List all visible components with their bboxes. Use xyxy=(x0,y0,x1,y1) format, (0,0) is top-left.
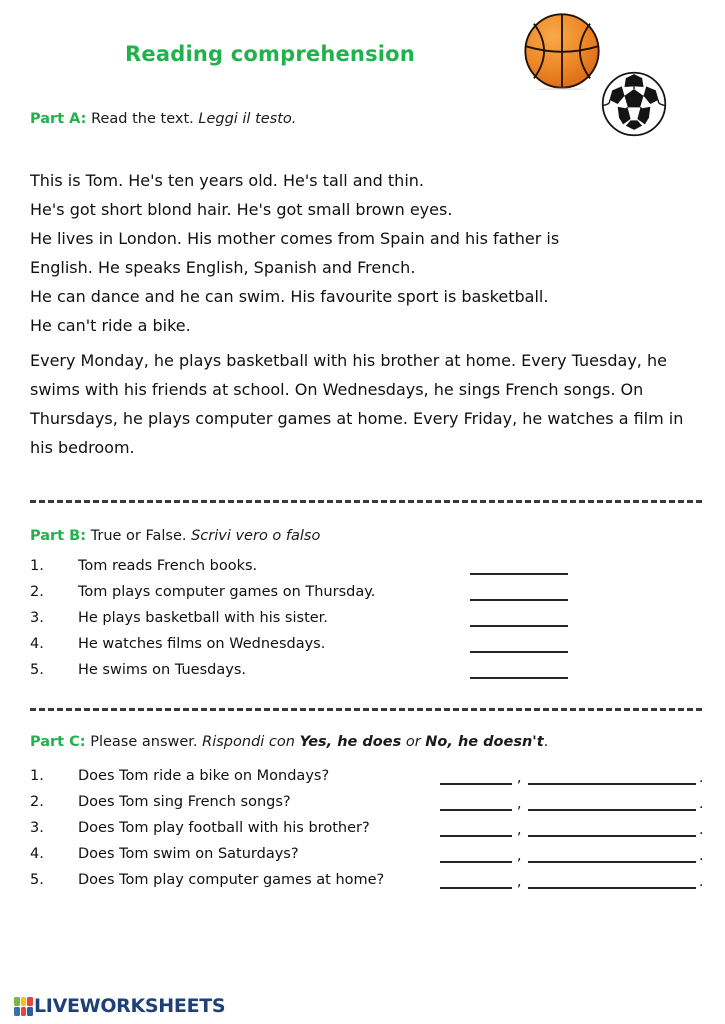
part-a-instruction-italian: Leggi il testo. xyxy=(198,111,297,127)
answer-blank-long[interactable] xyxy=(528,887,696,889)
answer-blank-short[interactable] xyxy=(440,835,512,837)
part-c-answer-no: No, he doesn't xyxy=(425,734,544,750)
header-illustrations xyxy=(515,8,715,143)
part-c-instruction-italian: Rispondi con xyxy=(202,734,295,750)
table-row xyxy=(30,794,702,820)
paragraph-line: He lives in London. His mother comes from Spain and his father is xyxy=(30,229,560,248)
table-row xyxy=(30,636,702,662)
answer-blank-long[interactable] xyxy=(528,835,696,837)
part-b-instruction: True or False. xyxy=(90,528,187,544)
part-b-question-list xyxy=(30,558,702,688)
part-c-period: . xyxy=(543,734,549,750)
item-number: 5. xyxy=(30,662,44,678)
logo-tile xyxy=(14,997,20,1006)
answer-blank-long[interactable] xyxy=(528,783,696,785)
paragraph-line: English. He speaks English, Spanish and French. xyxy=(30,258,416,277)
item-number: 4. xyxy=(30,636,44,652)
part-a-label: Part A: xyxy=(30,111,87,127)
item-text: Tom plays computer games on Thursday. xyxy=(78,584,376,600)
item-text: He swims on Tuesdays. xyxy=(78,662,246,678)
soccer-ball-icon xyxy=(600,70,668,138)
item-text: He watches films on Wednesdays. xyxy=(78,636,326,652)
logo-tile xyxy=(14,1007,20,1016)
reading-paragraph-1 xyxy=(30,166,702,340)
item-number: 5. xyxy=(30,872,44,888)
answer-blank-short[interactable] xyxy=(440,783,512,785)
paragraph-line: This is Tom. He's ten years old. He's tall and thin. xyxy=(30,171,424,190)
part-c-instruction: Please answer. xyxy=(90,734,198,750)
answer-blank[interactable] xyxy=(470,651,568,653)
footer-brand-text: LIVEWORKSHEETS xyxy=(34,995,226,1017)
reading-paragraph-2: Every Monday, he plays basketball with his brother at home. Every Tuesday, he swims with his friends at school. On Wednesdays, he sings French songs. On Thursdays, he plays computer games at home. Every Friday, he watches a film in his bedroom. xyxy=(30,351,684,457)
answer-blank-long[interactable] xyxy=(528,809,696,811)
part-a-instruction: Read the text. xyxy=(91,111,194,127)
section-divider-2 xyxy=(30,708,702,711)
item-text: Does Tom play computer games at home? xyxy=(78,872,385,888)
answer-blank[interactable] xyxy=(470,677,568,679)
paragraph-line: He can dance and he can swim. His favourite sport is basketball. xyxy=(30,287,549,306)
table-row xyxy=(30,820,702,846)
answer-blank-short[interactable] xyxy=(440,861,512,863)
item-number: 3. xyxy=(30,820,44,836)
answer-blank-long[interactable] xyxy=(528,861,696,863)
answer-period: . xyxy=(699,796,704,812)
part-b-instruction-italian: Scrivi vero o falso xyxy=(191,528,321,544)
answer-period: . xyxy=(699,874,704,890)
page-title: Reading comprehension xyxy=(125,42,415,66)
answer-comma: , xyxy=(517,822,522,838)
item-number: 2. xyxy=(30,584,44,600)
answer-period: . xyxy=(699,822,704,838)
logo-tile xyxy=(27,997,33,1006)
item-text: Does Tom ride a bike on Mondays? xyxy=(78,768,330,784)
logo-tile xyxy=(27,1007,33,1016)
part-b-label: Part B: xyxy=(30,528,87,544)
answer-blank-short[interactable] xyxy=(440,809,512,811)
answer-comma: , xyxy=(517,874,522,890)
paragraph-line: He can't ride a bike. xyxy=(30,316,191,335)
answer-period: . xyxy=(699,770,704,786)
paragraph-line: He's got short blond hair. He's got small brown eyes. xyxy=(30,200,453,219)
answer-period: . xyxy=(699,848,704,864)
basketball-icon xyxy=(523,12,601,90)
table-row xyxy=(30,872,702,898)
item-number: 3. xyxy=(30,610,44,626)
answer-comma: , xyxy=(517,770,522,786)
answer-blank[interactable] xyxy=(470,625,568,627)
item-text: Tom reads French books. xyxy=(78,558,258,574)
part-a-heading xyxy=(30,111,296,127)
part-c-answer-yes: Yes, he does xyxy=(299,734,402,750)
part-c-heading xyxy=(30,734,548,750)
answer-comma: , xyxy=(517,848,522,864)
answer-blank[interactable] xyxy=(470,573,568,575)
section-divider-1 xyxy=(30,500,702,503)
item-number: 1. xyxy=(30,558,44,574)
part-b-heading xyxy=(30,528,320,544)
part-c-label: Part C: xyxy=(30,734,86,750)
liveworksheets-logo-icon xyxy=(14,997,33,1016)
item-number: 4. xyxy=(30,846,44,862)
logo-tile xyxy=(21,1007,27,1016)
table-row xyxy=(30,768,702,794)
answer-blank[interactable] xyxy=(470,599,568,601)
part-c-connector: or xyxy=(405,734,421,750)
answer-blank-short[interactable] xyxy=(440,887,512,889)
item-text: Does Tom play football with his brother? xyxy=(78,820,370,836)
table-row xyxy=(30,584,702,610)
part-c-question-list xyxy=(30,768,702,898)
table-row xyxy=(30,662,702,688)
item-text: Does Tom swim on Saturdays? xyxy=(78,846,299,862)
table-row xyxy=(30,846,702,872)
table-row xyxy=(30,610,702,636)
logo-tile xyxy=(21,997,27,1006)
table-row xyxy=(30,558,702,584)
footer-brand[interactable] xyxy=(14,997,225,1016)
answer-comma: , xyxy=(517,796,522,812)
item-number: 2. xyxy=(30,794,44,810)
item-text: Does Tom sing French songs? xyxy=(78,794,291,810)
item-number: 1. xyxy=(30,768,44,784)
item-text: He plays basketball with his sister. xyxy=(78,610,328,626)
